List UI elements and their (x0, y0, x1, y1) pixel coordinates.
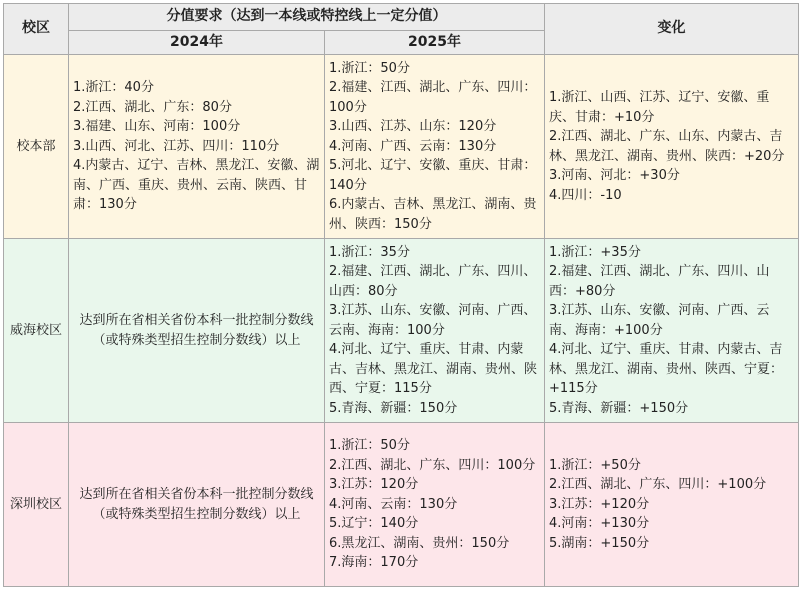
campus-cell: 校本部 (4, 55, 69, 239)
cell-2025 (325, 55, 545, 239)
table-row (4, 55, 799, 239)
score-requirements-table (3, 3, 799, 587)
cell-2024: 达到所在省相关省份本科一批控制分数线（或特殊类型招生控制分数线）以上 (69, 423, 325, 587)
list-item: 2.江西、湖北、广东：80分 (73, 99, 232, 115)
cell-2025 (325, 239, 545, 423)
list-item: 5.青海、新疆：150分 (329, 400, 458, 416)
header-2024: 2024年 (69, 31, 325, 55)
list-item: 1.浙江：+50分 (549, 457, 641, 473)
cell-change (545, 423, 799, 587)
cell-2024 (69, 55, 325, 239)
list-item: 2.福建、江西、湖北、广东、四川、山西：80分 (329, 264, 537, 299)
header-requirement: 分值要求（达到一本线或特控线上一定分值） (69, 4, 545, 31)
cell-change (545, 239, 799, 423)
cell-change (545, 55, 799, 239)
list-item: 7.海南：170分 (329, 555, 419, 571)
table-row (4, 423, 799, 587)
list-item: 1.浙江、山西、江苏、辽宁、安徽、重庆、甘肃：+10分 (549, 90, 770, 125)
list-item: 3.河南、河北：+30分 (549, 168, 680, 183)
list-item: 3.江苏：120分 (329, 477, 419, 493)
list-item: 1.浙江：40分 (73, 80, 154, 96)
list-item: 1.浙江：50分 (329, 60, 410, 76)
list-item: 3.福建、山东、河南：100分 (73, 119, 241, 135)
list-item: 3.江苏、山东、安徽、河南、广西、云南、海南：+100分 (549, 303, 770, 338)
list-item: 4.河南、广西、云南：130分 (329, 138, 497, 154)
campus-cell: 威海校区 (4, 239, 69, 423)
cell-2025 (325, 423, 545, 587)
list-item: 5.辽宁：140分 (329, 516, 419, 532)
list-item: 2.江西、湖北、广东、四川：+100分 (549, 477, 767, 493)
list-item: 5.河北、辽宁、安徽、重庆、甘肃：140分 (329, 158, 537, 193)
list-item: 3.江苏、山东、安徽、河南、广西、云南、海南：100分 (329, 303, 537, 338)
list-item: 6.内蒙古、吉林、黑龙江、湖南、贵州、陕西：150分 (329, 197, 537, 232)
list-item: 2.江西、湖北、广东、山东、内蒙古、吉林、黑龙江、湖南、贵州、陕西：+20分 (549, 129, 785, 164)
list-item: 5.湖南：+150分 (549, 535, 650, 551)
header-row (4, 4, 799, 31)
header-2025: 2025年 (325, 31, 545, 55)
list-item: 4.河南、云南：130分 (329, 496, 458, 512)
list-item: 4.河南：+130分 (549, 516, 650, 532)
list-item: 3.山西、河北、江苏、四川：110分 (73, 138, 280, 154)
list-item: 5.青海、新疆：+150分 (549, 400, 689, 416)
list-item: 2.福建、江西、湖北、广东、四川、山西：+80分 (549, 264, 770, 299)
table-row (4, 239, 799, 423)
list-item: 6.黑龙江、湖南、贵州：150分 (329, 535, 510, 551)
header-change: 变化 (545, 4, 799, 55)
list-item: 1.浙江：50分 (329, 438, 410, 454)
list-item: 4.四川：-10 (549, 187, 622, 203)
list-item: 2.福建、江西、湖北、广东、四川：100分 (329, 80, 537, 115)
cell-2024: 达到所在省相关省份本科一批控制分数线（或特殊类型招生控制分数线）以上 (69, 239, 325, 423)
list-item: 1.浙江：35分 (329, 244, 410, 260)
campus-cell: 深圳校区 (4, 423, 69, 587)
list-item: 3.江苏：+120分 (549, 496, 650, 512)
header-campus: 校区 (4, 4, 69, 55)
list-item: 2.江西、湖北、广东、四川：100分 (329, 457, 536, 473)
list-item: 1.浙江：+35分 (549, 244, 641, 260)
list-item: 3.山西、江苏、山东：120分 (329, 119, 497, 135)
list-item: 4.河北、辽宁、重庆、甘肃、内蒙古、吉林、黑龙江、湖南、贵州、陕西、宁夏：115分 (329, 342, 538, 397)
list-item: 4.内蒙古、辽宁、吉林、黑龙江、安徽、湖南、广西、重庆、贵州、云南、陕西、甘肃：130分 (73, 158, 320, 213)
list-item: 4.河北、辽宁、重庆、甘肃、内蒙古、吉林、黑龙江、湖南、贵州、陕西、宁夏：+115分 (549, 342, 784, 397)
